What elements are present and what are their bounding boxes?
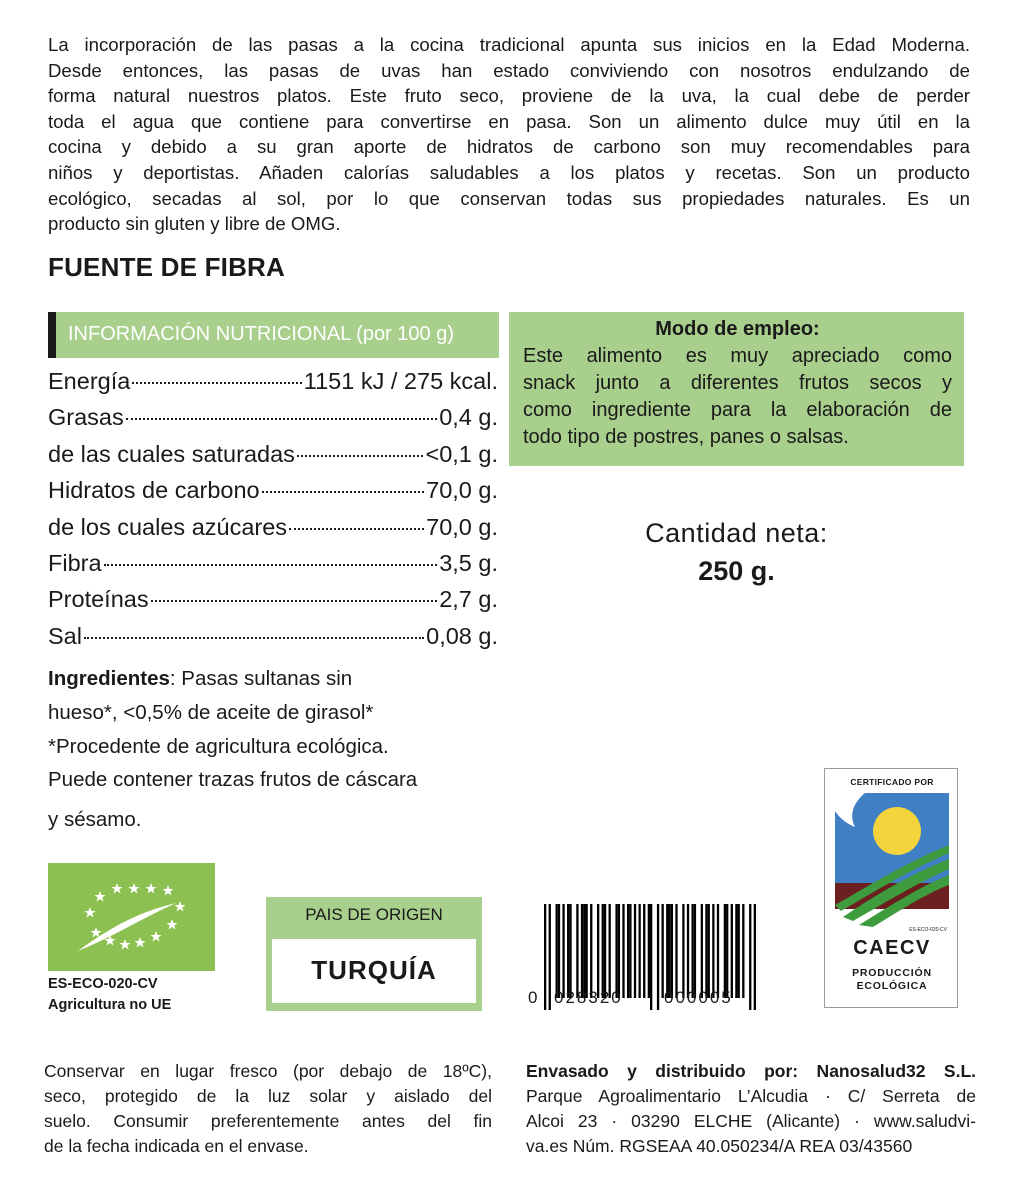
barcode-bar bbox=[742, 904, 744, 998]
ingredients-label: Ingredientes bbox=[48, 667, 170, 690]
eu-origin-note: Agricultura no UE bbox=[48, 997, 172, 1013]
barcode-bar bbox=[738, 904, 740, 998]
barcode-bar bbox=[567, 904, 569, 998]
dot-leader bbox=[151, 600, 438, 602]
dot-leader bbox=[262, 491, 424, 493]
product-description bbox=[48, 32, 970, 237]
origin-value-box bbox=[272, 939, 476, 1003]
dot-leader bbox=[84, 637, 424, 639]
barcode-bar bbox=[726, 904, 728, 998]
barcode-bar bbox=[634, 904, 636, 998]
barcode-bar bbox=[705, 904, 707, 998]
ingredients-line: hueso*, <0,5% de aceite de girasol* bbox=[48, 701, 374, 724]
description-line: forma natural nuestros platos. Este fruto seco, proviene de la uva, la cual debe de perder bbox=[48, 85, 970, 107]
usage-line: todo tipo de postres, panes o salsas. bbox=[523, 426, 849, 448]
barcode-bar bbox=[701, 904, 703, 998]
nutrition-value: 3,5 g. bbox=[439, 549, 498, 576]
barcode-digits bbox=[526, 988, 774, 1012]
dot-leader bbox=[132, 382, 301, 384]
barcode-bar bbox=[558, 904, 560, 998]
nutrition-row-saturated bbox=[48, 441, 498, 477]
eu-leaf-stars-icon bbox=[48, 863, 215, 971]
nutrition-value: <0,1 g. bbox=[425, 440, 498, 467]
dot-leader bbox=[104, 564, 438, 566]
barcode-bar bbox=[687, 904, 689, 998]
usage-title: Modo de empleo: bbox=[655, 318, 820, 340]
nutrition-label: Sal bbox=[48, 622, 82, 649]
caecv-sub-line: PRODUCCIÓN bbox=[852, 967, 932, 979]
barcode-bar bbox=[731, 904, 733, 998]
eu-organic-code bbox=[48, 974, 171, 1016]
nutrition-header-bar bbox=[48, 312, 56, 358]
net-quantity-label: Cantidad neta: bbox=[645, 518, 828, 548]
usage-panel bbox=[509, 312, 964, 466]
barcode-bar bbox=[569, 904, 571, 998]
barcode-bar bbox=[556, 904, 558, 998]
packer-line: va.es Núm. RGSEAA 40.050234/A REA 03/43560 bbox=[526, 1136, 913, 1156]
barcode-bar bbox=[629, 904, 631, 998]
dot-leader bbox=[297, 455, 424, 457]
nutrition-row-energy bbox=[48, 368, 498, 404]
origin-label: PAIS DE ORIGEN bbox=[305, 905, 443, 924]
origin-panel bbox=[266, 897, 482, 1011]
description-line: ecológico, secadas al sol, por lo que conservan todas sus propiedades naturales. Es un bbox=[48, 187, 970, 209]
description-line: producto sin gluten y libre de OMG. bbox=[48, 213, 341, 235]
barcode-bar bbox=[682, 904, 684, 998]
allergen-line: y sésamo. bbox=[48, 808, 142, 831]
nutrition-row-salt bbox=[48, 623, 498, 659]
barcode-bar bbox=[585, 904, 587, 998]
barcode-bar bbox=[735, 904, 737, 998]
barcode-bar bbox=[675, 904, 677, 998]
nutrition-label: de los cuales azúcares bbox=[48, 513, 288, 540]
allergen-line: Puede contener trazas frutos de cáscara bbox=[48, 768, 418, 791]
ingredients-block bbox=[48, 662, 518, 764]
net-quantity-value: 250 g. bbox=[698, 556, 775, 586]
packer-line: Alcoi 23 · 03290 ELCHE (Alicante) · www.saludvi- bbox=[526, 1111, 976, 1131]
nutrition-label: Grasas bbox=[48, 404, 124, 431]
barcode-bar bbox=[671, 904, 673, 998]
caecv-certification-logo bbox=[824, 768, 958, 1008]
barcode-first-digit: 0 bbox=[528, 988, 538, 1007]
barcode-bar bbox=[590, 904, 592, 998]
storage-line: seco, protegido de la luz solar y aislado del bbox=[44, 1086, 492, 1106]
description-line: niños y deportistas. Añaden calorías saludables a los platos y recetas. Son un producto bbox=[48, 161, 970, 183]
description-line: Desde entonces, las pasas de uvas han estado conviviendo con nosotros endulzando de bbox=[48, 59, 970, 81]
ingredients-line bbox=[48, 662, 518, 696]
nutrition-row-fiber bbox=[48, 550, 498, 586]
nutrition-row-fat bbox=[48, 404, 498, 440]
usage-text bbox=[523, 343, 952, 451]
barcode-bar bbox=[662, 904, 664, 998]
nutrition-row-carbs bbox=[48, 477, 498, 513]
storage-line: de la fecha indicada en el envase. bbox=[44, 1136, 309, 1156]
nutrition-header bbox=[48, 312, 499, 358]
barcode-bar bbox=[694, 904, 696, 998]
barcode-bar bbox=[602, 904, 604, 998]
nutrition-row-sugars bbox=[48, 514, 498, 550]
description-line: La incorporación de las pasas a la cocina tradicional apunta sus inicios en la Edad Moderna. bbox=[48, 34, 970, 55]
barcode-bar bbox=[615, 904, 617, 998]
barcode-bar bbox=[724, 904, 726, 998]
ingredients-line: *Procedente de agricultura ecológica. bbox=[48, 735, 389, 758]
nutrition-value: 70,0 g. bbox=[426, 513, 498, 540]
caecv-code: ES-ECO-020-CV bbox=[909, 927, 947, 933]
barcode-bar bbox=[666, 904, 668, 998]
barcode-bar bbox=[583, 904, 585, 998]
barcode-bar bbox=[609, 904, 611, 998]
nutrition-label: Fibra bbox=[48, 549, 102, 576]
ingredients-text: : Pasas sultanas sin bbox=[169, 667, 353, 690]
nutrition-label: Hidratos de carbono bbox=[48, 477, 260, 504]
barcode-bar bbox=[627, 904, 629, 998]
nutrition-value: 70,0 g. bbox=[426, 477, 498, 504]
allergen-notice bbox=[48, 760, 518, 840]
barcode-bar bbox=[648, 904, 650, 998]
barcode-bar bbox=[597, 904, 599, 998]
eu-code-text: ES-ECO-020-CV bbox=[48, 976, 158, 992]
barcode-bar bbox=[581, 904, 583, 998]
barcode-bar bbox=[562, 904, 564, 998]
nutrition-label: Energía bbox=[48, 368, 131, 394]
barcode-bar bbox=[638, 904, 640, 998]
dot-leader bbox=[126, 418, 437, 420]
nutrition-table bbox=[48, 368, 498, 659]
storage-line: Conservar en lugar fresco (por debajo de 18ºC), bbox=[44, 1061, 492, 1081]
barcode-bar bbox=[618, 904, 620, 998]
barcode-bar bbox=[717, 904, 719, 998]
barcode-bar bbox=[712, 904, 714, 998]
fiber-claim-heading: FUENTE DE FIBRA bbox=[48, 252, 285, 282]
packer-info bbox=[526, 1059, 976, 1159]
storage-line: suelo. Consumir preferentemente antes del fin bbox=[44, 1111, 492, 1131]
storage-instructions bbox=[44, 1059, 492, 1159]
usage-line: como ingrediente para la elaboración de bbox=[523, 399, 952, 421]
barcode-bar bbox=[604, 904, 606, 998]
nutrition-label: Proteínas bbox=[48, 586, 149, 613]
nutrition-value: 0,08 g. bbox=[426, 622, 498, 649]
barcode-bar bbox=[668, 904, 670, 998]
barcode-bar bbox=[691, 904, 693, 998]
usage-line: snack junto a diferentes frutos secos y bbox=[523, 372, 952, 394]
eu-organic-leaf-logo bbox=[48, 863, 215, 971]
caecv-certified-by: CERTIFICADO POR bbox=[850, 777, 934, 787]
description-line: toda el agua que contiene para convertirse en pasa. Son un alimento dulce muy útil en la bbox=[48, 110, 970, 132]
barcode-right-digits: 000005 bbox=[664, 988, 733, 1007]
origin-value: TURQUÍA bbox=[311, 955, 437, 985]
caecv-sub-line: ECOLÓGICA bbox=[856, 980, 928, 992]
caecv-sun-field-icon bbox=[835, 793, 949, 933]
nutrition-row-protein bbox=[48, 586, 498, 622]
nutrition-value: 2,7 g. bbox=[439, 586, 498, 613]
usage-line: Este alimento es muy apreciado como bbox=[523, 345, 952, 367]
barcode-bar bbox=[576, 904, 578, 998]
dot-leader bbox=[289, 528, 424, 530]
barcode-bar bbox=[708, 904, 710, 998]
barcode-bar bbox=[622, 904, 624, 998]
caecv-subtitle bbox=[825, 967, 959, 993]
barcode-left-digits: 028320 bbox=[554, 988, 623, 1007]
packer-line: Envasado y distribuido por: Nanosalud32 S.L. bbox=[526, 1061, 976, 1081]
caecv-name: CAECV bbox=[853, 937, 931, 959]
packer-line: Parque Agroalimentario L’Alcudia · C/ Serreta de bbox=[526, 1086, 976, 1106]
nutrition-value: 1151 kJ / 275 kcal. bbox=[303, 368, 498, 394]
barcode-bar bbox=[643, 904, 645, 998]
description-line: cocina y debido a su gran aporte de hidratos de carbono son muy recomendables para bbox=[48, 136, 970, 158]
nutrition-value: 0,4 g. bbox=[439, 404, 498, 431]
nutrition-label: de las cuales saturadas bbox=[48, 440, 295, 467]
nutrition-header-text: INFORMACIÓN NUTRICIONAL (por 100 g) bbox=[68, 323, 454, 345]
